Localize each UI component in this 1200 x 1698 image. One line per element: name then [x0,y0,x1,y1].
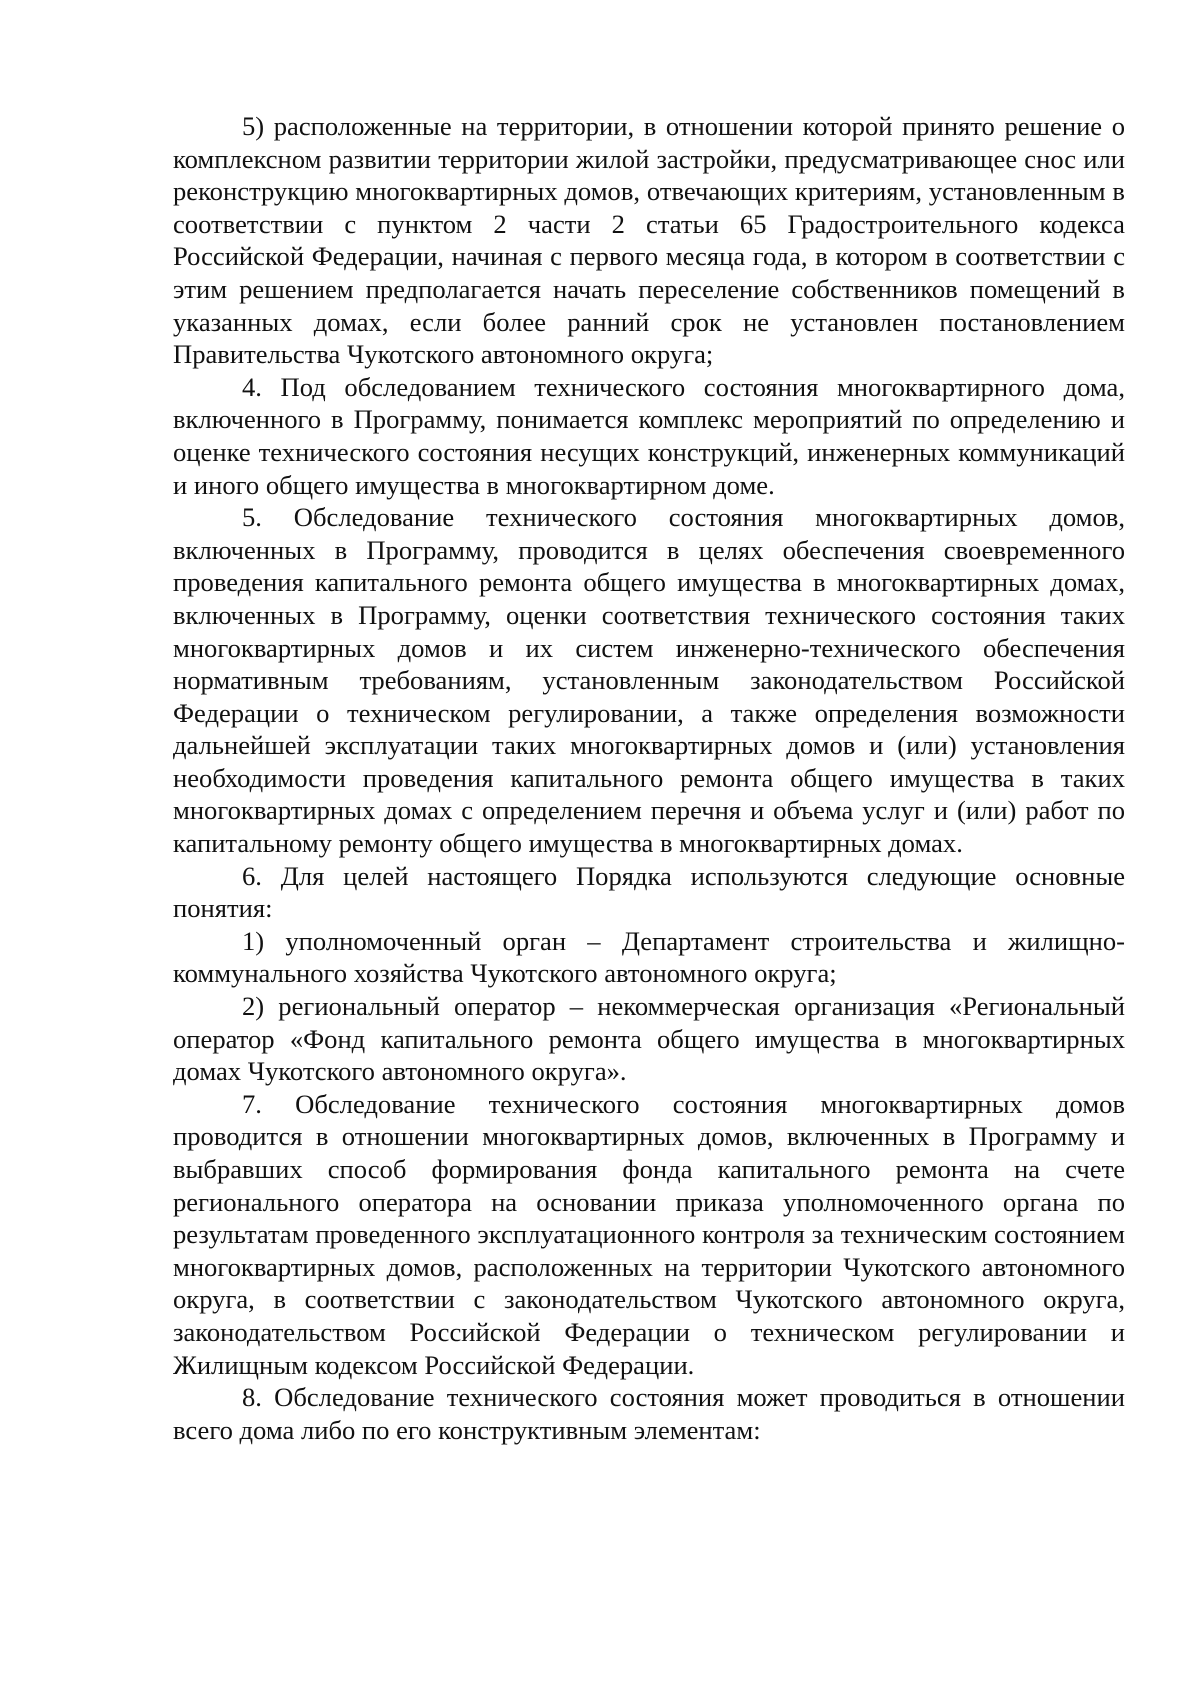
paragraph-section-7: 7. Обследование технического состояния многоквартирных домов проводится в отношении многоквартирных домов, включенных в Программу и выбравших способ формирования фонда капитального ремонта на счете регионального оператора на основании приказа уполномоченного органа по результатам проведенного эксплуатационного контроля за техническим состоянием многоквартирных домов, расположенных на территории Чукотского автономного округа, в соответствии с законодательством Чукотского автономного округа, законодательством Российской Федерации о техническом регулировании и Жилищным кодексом Российской Федерации. [173,1088,1125,1380]
paragraph-definition-1: 1) уполномоченный орган – Департамент строительства и жилищно-коммунального хозяйства Чукотского автономного округа; [173,925,1125,989]
paragraph-section-8: 8. Обследование технического состояния может проводиться в отношении всего дома либо по его конструктивным элементам: [173,1382,1125,1445]
paragraph-section-6: 6. Для целей настоящего Порядка используются следующие основные понятия: [173,860,1125,924]
paragraph-item-5-criteria: 5) расположенные на территории, в отношении которой принято решение о комплексном развитии территории жилой застройки, предусматривающее снос или реконструкцию многоквартирных домов, отвечающих критериям, установленным в соответствии с пунктом 2 части 2 статьи 65 Градостроительного кодекса Российской Федерации, начиная с первого месяца года, в котором в соответствии с этим решением предполагается начать переселение собственников помещений в указанных домах, если более ранний срок не установлен постановлением Правительства Чукотского автономного округа; [173,111,1125,370]
document-body [173,110,1125,1446]
paragraph-section-5: 5. Обследование технического состояния многоквартирных домов, включенных в Программу, проводится в целях обеспечения своевременного проведения капитального ремонта общего имущества в многоквартирных домах, включенных в Программу, оценки соответствия технического состояния таких многоквартирных домов и их систем инженерно-технического обеспечения нормативным требованиям, установленным законодательством Российской Федерации о техническом регулировании, а также определения возможности дальнейшей эксплуатации таких многоквартирных домов и (или) установления необходимости проведения капитального ремонта общего имущества в таких многоквартирных домах с определением перечня и объема услуг и (или) работ по капитальному ремонту общего имущества в многоквартирных домах. [173,502,1125,859]
paragraph-section-4: 4. Под обследованием технического состояния многоквартирного дома, включенного в Программу, понимается комплекс мероприятий по определению и оценке технического состояния несущих конструкций, инженерных коммуникаций и иного общего имущества в многоквартирном доме. [173,371,1125,500]
paragraph-definition-2: 2) региональный оператор – некоммерческая организация «Региональный оператор «Фонд капитального ремонта общего имущества в многоквартирных домах Чукотского автономного округа». [173,991,1125,1087]
